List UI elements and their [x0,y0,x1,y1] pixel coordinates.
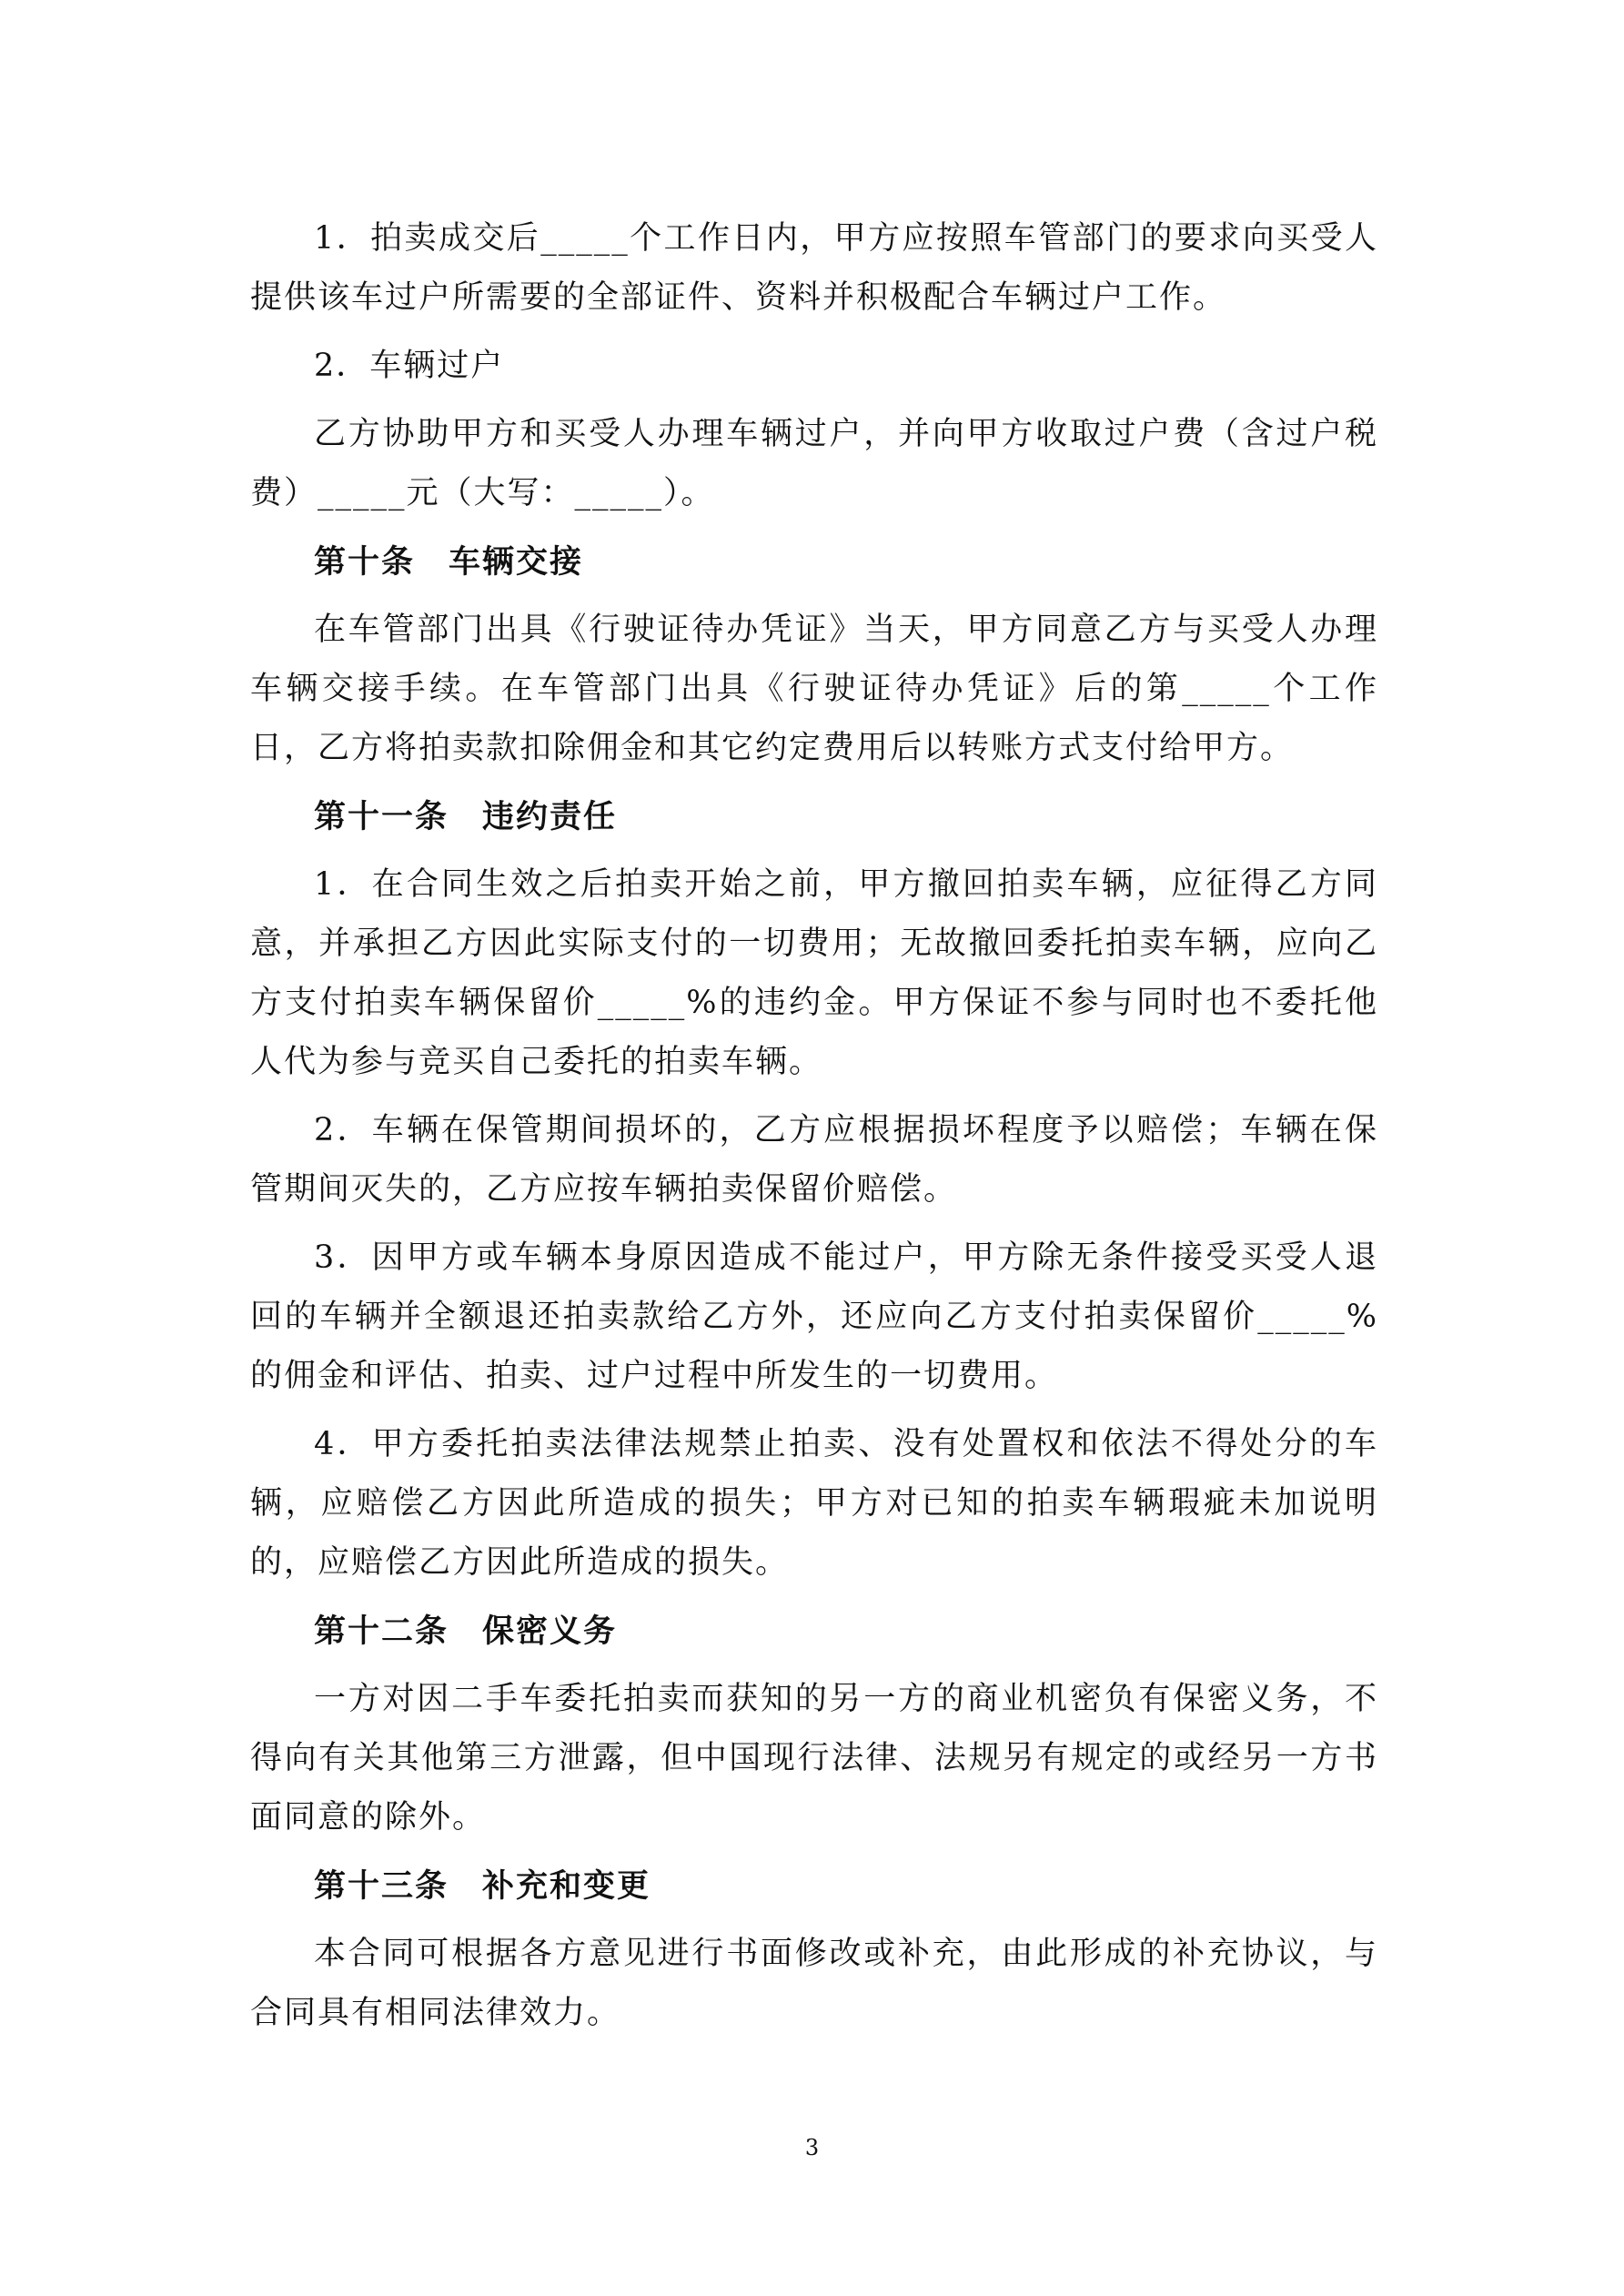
clause-12-heading: 第十二条 保密义务 [314,1613,618,1650]
clause-11-item-4: 4．甲方委托拍卖法律法规禁止拍卖、没有处置权和依法不得处分的车辆，应赔偿乙方因此所造成的损失；甲方对已知的拍卖车辆瑕疵未加说明的，应赔偿乙方因此所造成的损失。 [250,1426,1378,1581]
clause-10-text: 在车管部门出具《行驶证待办凭证》当天，甲方同意乙方与买受人办理车辆交接手续。在车管部门出具《行驶证待办凭证》后的第_____个工作日，乙方将拍卖款扣除佣金和其它约定费用后以转账方式支付给甲方。 [250,612,1378,766]
clause-11-item-2: 2．车辆在保管期间损坏的，乙方应根据损坏程度予以赔偿；车辆在保管期间灭失的，乙方应按车辆拍卖保留价赔偿。 [250,1112,1378,1208]
clause-9-item-1: 1．拍卖成交后_____个工作日内，甲方应按照车管部门的要求向买受人提供该车过户所需要的全部证件、资料并积极配合车辆过户工作。 [250,220,1378,316]
clause-9-item-2-text: 乙方协助甲方和买受人办理车辆过户，并向甲方收取过户费（含过户税费）_____元（大写：_____）。 [250,416,1378,511]
clause-13-text: 本合同可根据各方意见进行书面修改或补充，由此形成的补充协议，与合同具有相同法律效力。 [250,1936,1378,2031]
clause-13-heading: 第十三条 补充和变更 [314,1867,651,1905]
clause-11-item-1: 1．在合同生效之后拍卖开始之前，甲方撤回拍卖车辆，应征得乙方同意，并承担乙方因此实际支付的一切费用；无故撤回委托拍卖车辆，应向乙方支付拍卖车辆保留价_____%的违约金。甲方保证不参与同时也不委托他人代为参与竞买自己委托的拍卖车辆。 [250,866,1378,1080]
page-number: 3 [804,2135,820,2160]
clause-11-heading: 第十一条 违约责任 [314,798,618,835]
clause-11-item-3: 3．因甲方或车辆本身原因造成不能过户，甲方除无条件接受买受人退回的车辆并全额退还拍卖款给乙方外，还应向乙方支付拍卖保留价_____%的佣金和评估、拍卖、过户过程中所发生的一切费用。 [250,1239,1378,1394]
clause-9-item-2-title: 2．车辆过户 [314,348,505,384]
clause-12-text: 一方对因二手车委托拍卖而获知的另一方的商业机密负有保密义务，不得向有关其他第三方泄露，但中国现行法律、法规另有规定的或经另一方书面同意的除外。 [250,1681,1378,1836]
document-body [250,209,1378,2043]
clause-10-heading: 第十条 车辆交接 [314,543,584,581]
